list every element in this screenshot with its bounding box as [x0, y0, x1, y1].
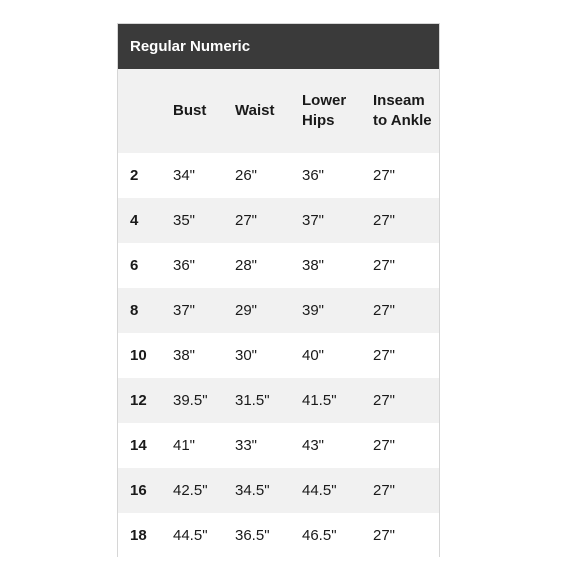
- waist-cell: 28": [235, 257, 258, 274]
- lower-hips-cell: 38": [302, 257, 325, 274]
- size-cell: 16: [130, 482, 147, 499]
- bust-cell: 41": [173, 437, 196, 454]
- size-cell: 12: [130, 392, 147, 409]
- bust-cell: 37": [173, 302, 196, 319]
- size-chart-table: [118, 69, 439, 558]
- table-row: [118, 198, 439, 243]
- waist-cell: 26": [235, 167, 258, 184]
- table-row: [118, 513, 439, 558]
- lower-hips-cell: 43": [302, 437, 325, 454]
- waist-cell: 27": [235, 212, 258, 229]
- waist-cell: 29": [235, 302, 258, 319]
- size-cell: 4: [130, 212, 139, 229]
- inseam-cell: 27": [373, 347, 396, 364]
- inseam-cell: 27": [373, 212, 396, 229]
- bust-cell: 36": [173, 257, 196, 274]
- bust-cell: 39.5": [173, 392, 208, 409]
- size-cell: 18: [130, 527, 147, 544]
- size-chart-card: [117, 23, 440, 557]
- bust-cell: 44.5": [173, 527, 208, 544]
- inseam-cell: 27": [373, 302, 396, 319]
- lower-hips-cell: 40": [302, 347, 325, 364]
- waist-cell: 34.5": [235, 482, 270, 499]
- table-row: [118, 153, 439, 198]
- size-cell: 2: [130, 167, 139, 184]
- size-chart-title: Regular Numeric: [118, 24, 439, 69]
- inseam-cell: 27": [373, 482, 396, 499]
- size-cell: 10: [130, 347, 147, 364]
- lower-hips-cell: 36": [302, 167, 325, 184]
- table-row: [118, 288, 439, 333]
- table-row: [118, 423, 439, 468]
- waist-cell: 30": [235, 347, 258, 364]
- lower-hips-cell: 39": [302, 302, 325, 319]
- bust-cell: 35": [173, 212, 196, 229]
- inseam-cell: 27": [373, 437, 396, 454]
- header-inseam-to-ankle: Inseam to Ankle: [373, 92, 432, 129]
- table-row: [118, 243, 439, 288]
- header-lower-hips: Lower Hips: [302, 92, 347, 129]
- table-row: [118, 378, 439, 423]
- table-row: [118, 468, 439, 513]
- size-cell: 8: [130, 302, 139, 319]
- waist-cell: 36.5": [235, 527, 270, 544]
- bust-cell: 42.5": [173, 482, 208, 499]
- lower-hips-cell: 41.5": [302, 392, 337, 409]
- header-bust: Bust: [173, 102, 207, 119]
- bust-cell: 34": [173, 167, 196, 184]
- size-cell: 14: [130, 437, 147, 454]
- inseam-cell: 27": [373, 527, 396, 544]
- waist-cell: 33": [235, 437, 258, 454]
- lower-hips-cell: 44.5": [302, 482, 337, 499]
- header-row: [118, 69, 439, 153]
- waist-cell: 31.5": [235, 392, 270, 409]
- table-row: [118, 333, 439, 378]
- lower-hips-cell: 46.5": [302, 527, 337, 544]
- header-size: [118, 69, 161, 153]
- size-cell: 6: [130, 257, 139, 274]
- lower-hips-cell: 37": [302, 212, 325, 229]
- inseam-cell: 27": [373, 392, 396, 409]
- inseam-cell: 27": [373, 257, 396, 274]
- header-waist: Waist: [235, 102, 275, 119]
- bust-cell: 38": [173, 347, 196, 364]
- inseam-cell: 27": [373, 167, 396, 184]
